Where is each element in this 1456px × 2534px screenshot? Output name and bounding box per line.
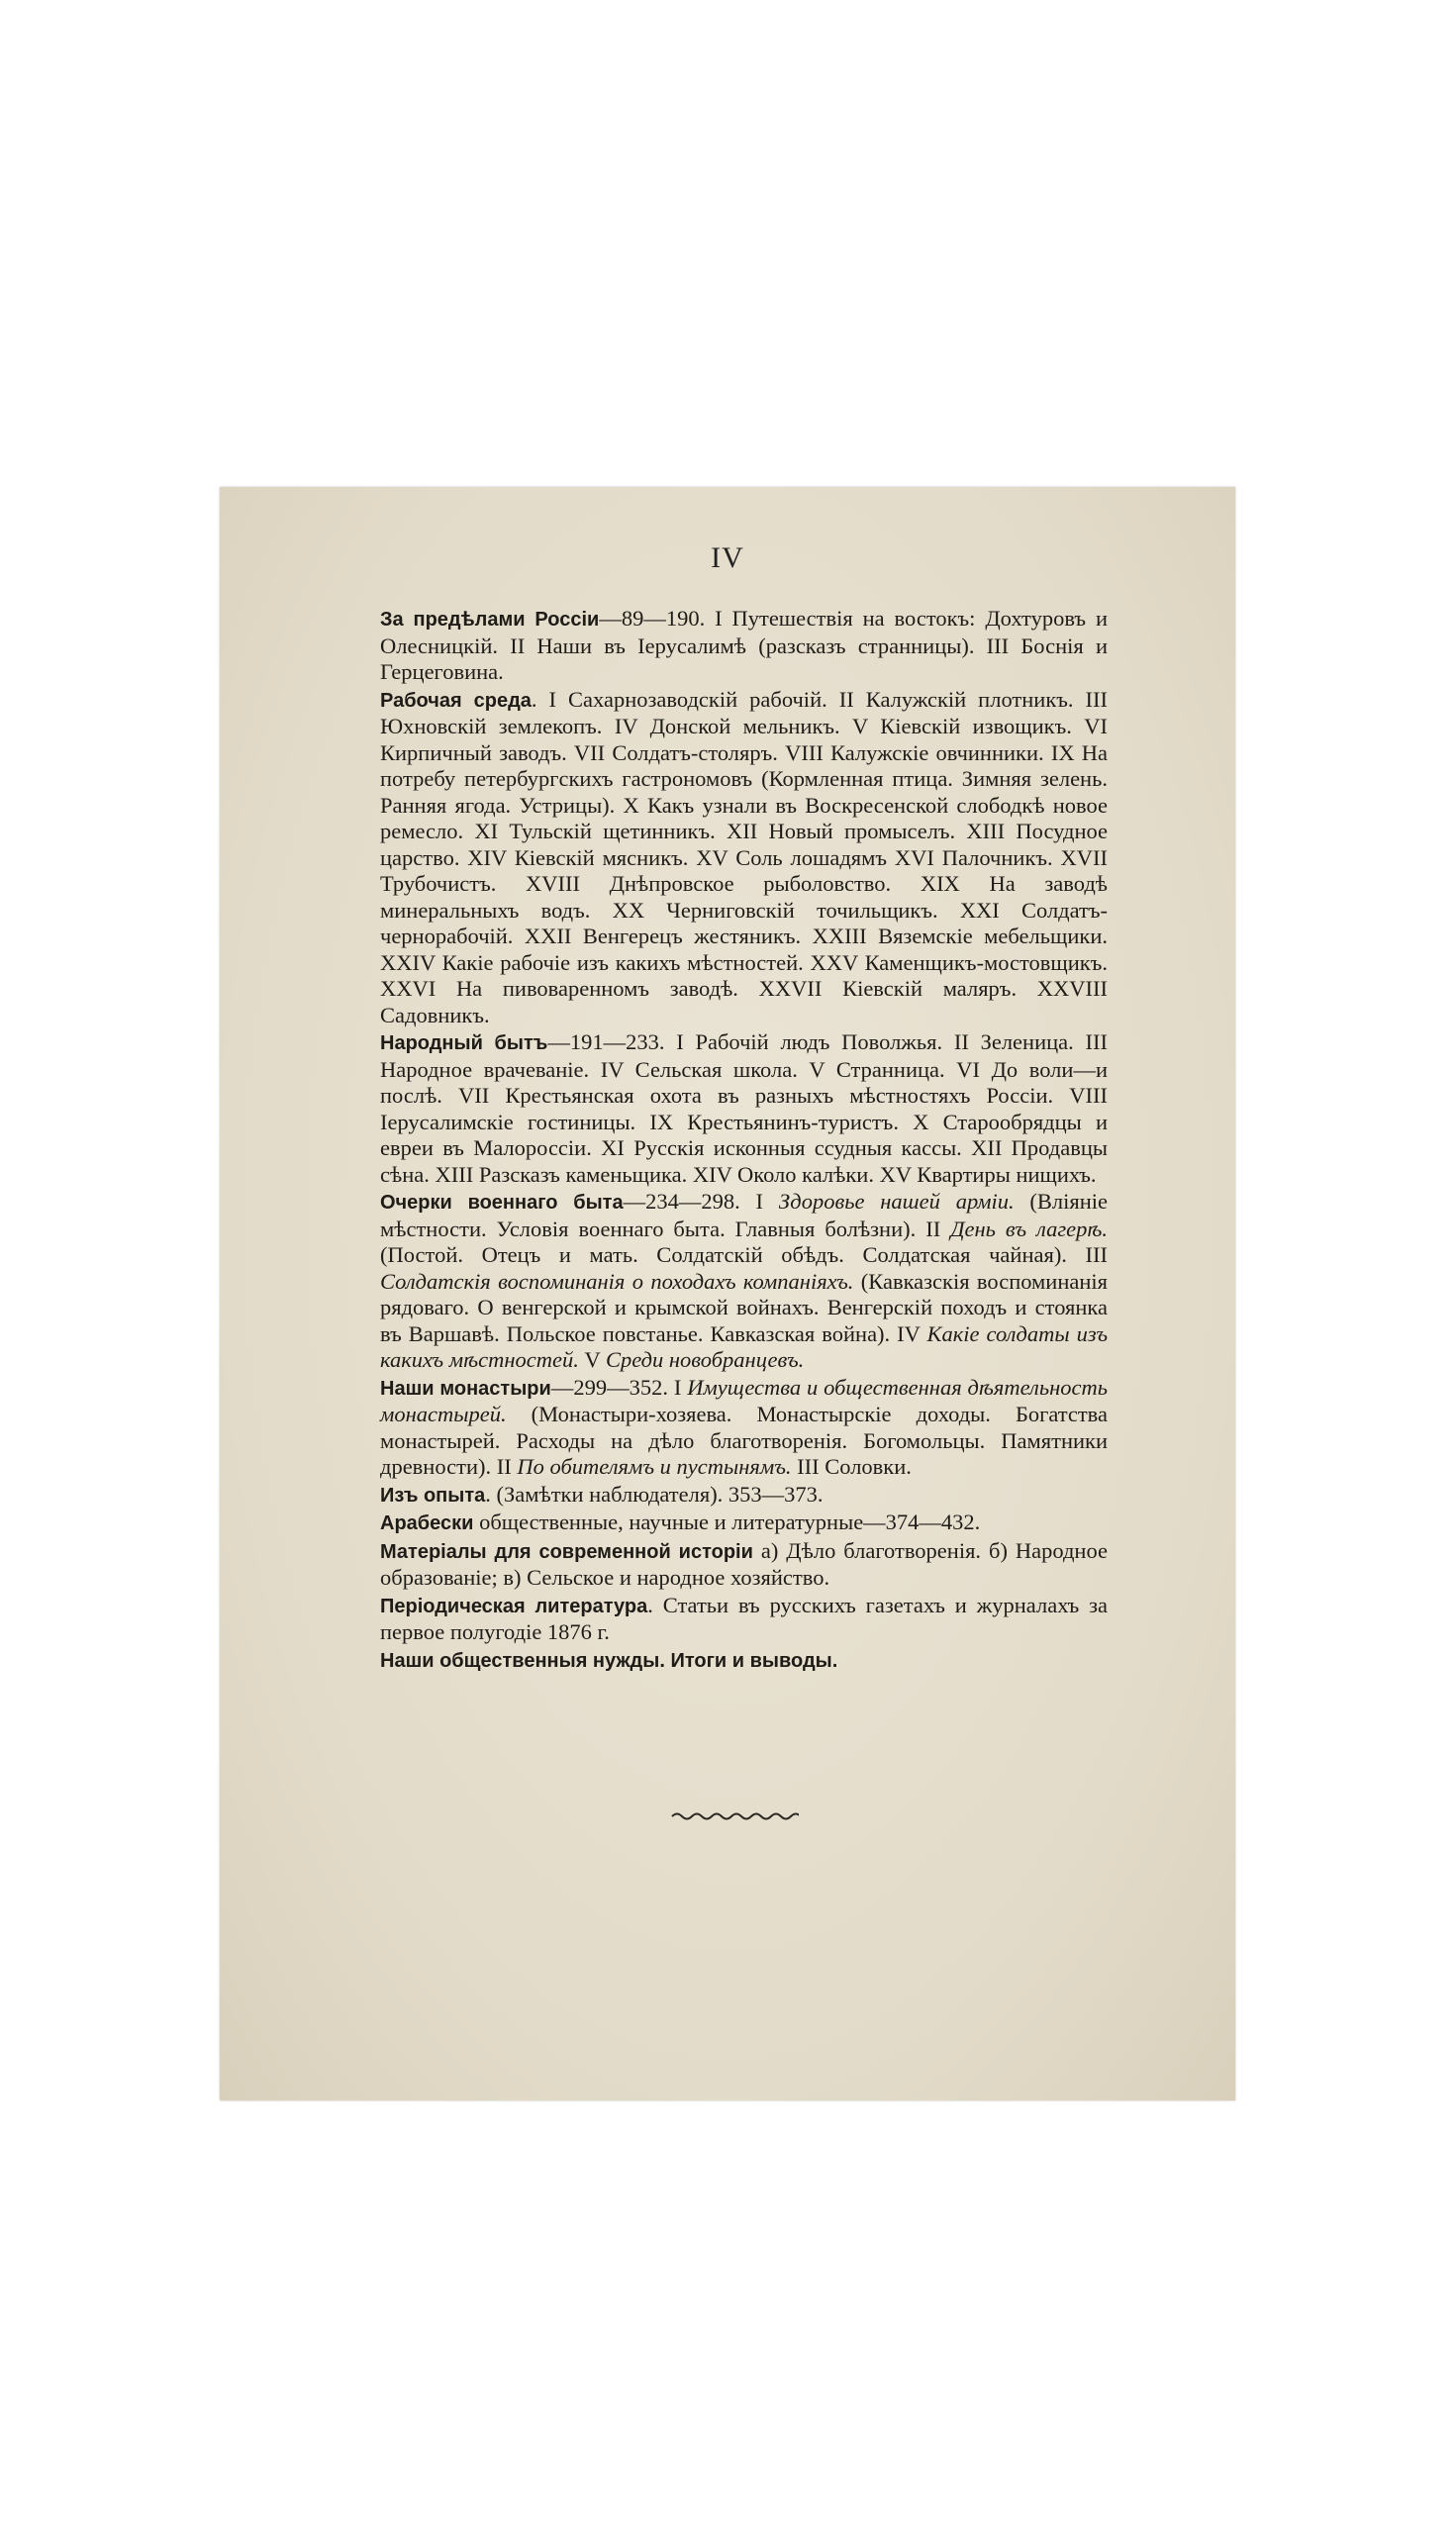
toc-entry-text: (Кавказскія воспоминанія рядоваго. О венгерской и крымской войнахъ. Венгерскій походъ и стоянка въ Варшавѣ. Польское повстанье. Кавказская война). IV bbox=[380, 1268, 1109, 1346]
page-number: IV bbox=[711, 541, 744, 574]
toc-entry bbox=[380, 687, 1108, 1029]
toc-entry-text: . (Замѣтки наблюдателя). 353—373. bbox=[485, 1481, 824, 1507]
toc-entry-text: общественные, научные и литературные—374—432. bbox=[473, 1510, 981, 1534]
book-page bbox=[220, 487, 1235, 2100]
toc-entry bbox=[380, 1510, 1108, 1537]
toc-entry-heading: Изъ опыта bbox=[380, 1484, 486, 1507]
toc-entry bbox=[380, 1482, 1108, 1510]
toc-entry-italic-title: Среди новобранцевъ. bbox=[605, 1347, 805, 1372]
toc-entry bbox=[380, 1647, 1108, 1675]
toc-entry-text: —299—352. I bbox=[550, 1374, 688, 1400]
toc-entry-text: . I Сахарнозаводскій рабочій. II Калужскій плотникъ. III Юхновскій землекопъ. IV Донской мельникъ. V Кіевскій извощикъ. VI Кирпичный заводъ. VII Солдатъ-столяръ. VIII Калужскіе овчинники. IX На потребу петербургскихъ гастрономовъ (Кормленная птица. Зимняя зелень. Ранняя ягода. Устрицы). X Какъ узнали въ Воскресенской слободкѣ новое ремесло. XI Тульскій щетинникъ. XII Новый промыселъ. XIII Посудное царство. XIV Кіевскій мясникъ. XV Соль лошадямъ XVI Палочникъ. XVII Трубочистъ. XVIII Днѣпровское рыболовство. XIX На заводѣ минеральныхъ водъ. XX Черниговскій точильщикъ. XXI Солдатъ-чернорабочій. XXII Венгерецъ жестяникъ. XXIII Вяземскіе мебельщики. XXIV Какіе рабочіе изъ какихъ мѣстностей. XXV Каменщикъ-мостовщикъ. XXVI На пивоваренномъ заводѣ. XXVII Кіевскій маляръ. XXVIII Садовникъ. bbox=[380, 686, 1109, 1027]
toc-entry bbox=[380, 1593, 1108, 1646]
toc-entry-heading: Наши общественныя нужды. Итоги и выводы. bbox=[380, 1649, 838, 1672]
toc-entry-heading: Арабески bbox=[380, 1512, 474, 1534]
toc-entry-text: —234—298. I bbox=[623, 1189, 779, 1214]
decorative-wavy-rule bbox=[670, 1809, 799, 1823]
toc-entry bbox=[380, 1538, 1108, 1592]
toc-entry-text: —191—233. I Рабочій людъ Поволжья. II Зеленица. III Народное врачеваніе. IV Сельская школа. V Странница. VI До воли—и послѣ. VII Крестьянская охота въ разныхъ мѣстностяхъ Россіи. VIII Іерусалимскіе гостиницы. IX Крестьянинъ-туристъ. X Старообрядцы и евреи въ Малороссіи. XI Русскія исконныя ссудныя кассы. XII Продавцы сѣна. XIII Разсказъ каменьщика. XIV Около калѣки. XV Квартиры нищихъ. bbox=[380, 1029, 1108, 1187]
toc-entry-heading: Наши монастыри bbox=[380, 1377, 551, 1400]
toc-entry-italic-title: День въ лагерѣ. bbox=[950, 1216, 1108, 1241]
toc-entry-text: а) Дѣло благотворенія. б) Народное образованіе; в) Сельское и народное хозяйство. bbox=[380, 1537, 1108, 1590]
toc-entry bbox=[380, 606, 1108, 686]
toc-entry-heading: За предѣлами Россіи bbox=[380, 609, 600, 631]
table-of-contents bbox=[380, 606, 1108, 1675]
toc-entry-text: III Соловки. bbox=[791, 1454, 912, 1479]
toc-entry-text: (Монастыри-хозяева. Монастырскіе доходы. Богатства монастырей. Расходы на дѣло благотворенія. Богомольцы. Памятники древности). II bbox=[380, 1402, 1108, 1479]
toc-entry-text: V bbox=[578, 1347, 606, 1372]
toc-entry bbox=[380, 1189, 1108, 1374]
toc-entry-heading: Матеріалы для современной исторіи bbox=[380, 1540, 753, 1563]
toc-entry-text: (Постой. Отецъ и мать. Солдатскій обѣдъ. Солдатская чайная). III bbox=[380, 1242, 1108, 1267]
toc-entry-italic-title: Имущества и общественная дѣятельность монастырей. bbox=[380, 1374, 1108, 1426]
toc-entry-heading: Очерки военнаго быта bbox=[380, 1192, 624, 1214]
toc-entry-text: —89—190. I Путешествія на востокъ: Дохтуровъ и Олесницкій. II Наши въ Іерусалимѣ (разсказъ странницы). III Боснія и Герцеговина. bbox=[380, 606, 1108, 684]
toc-entry-text: (Вліяніе мѣстности. Условія военнаго быта. Главныя болѣзни). II bbox=[380, 1189, 1109, 1241]
toc-entry bbox=[380, 1029, 1108, 1188]
toc-entry-text: . Статьи въ русскихъ газетахъ и журналахъ за первое полугодіе 1876 г. bbox=[380, 1592, 1109, 1644]
toc-entry-heading: Народный бытъ bbox=[380, 1032, 548, 1054]
toc-entry bbox=[380, 1375, 1108, 1481]
toc-entry-italic-title: Здоровье нашей арміи. bbox=[778, 1189, 1015, 1214]
toc-entry-italic-title: Какіе солдаты изъ какихъ мѣстностей. bbox=[380, 1320, 1108, 1372]
toc-entry-heading: Періодическая литература bbox=[380, 1595, 648, 1617]
toc-entry-italic-title: Солдатскія воспоминанія о походахъ компаніяхъ. bbox=[380, 1268, 854, 1294]
toc-entry-heading: Рабочая среда bbox=[380, 689, 532, 712]
toc-entry-italic-title: По обителямъ и пустынямъ. bbox=[517, 1454, 792, 1479]
